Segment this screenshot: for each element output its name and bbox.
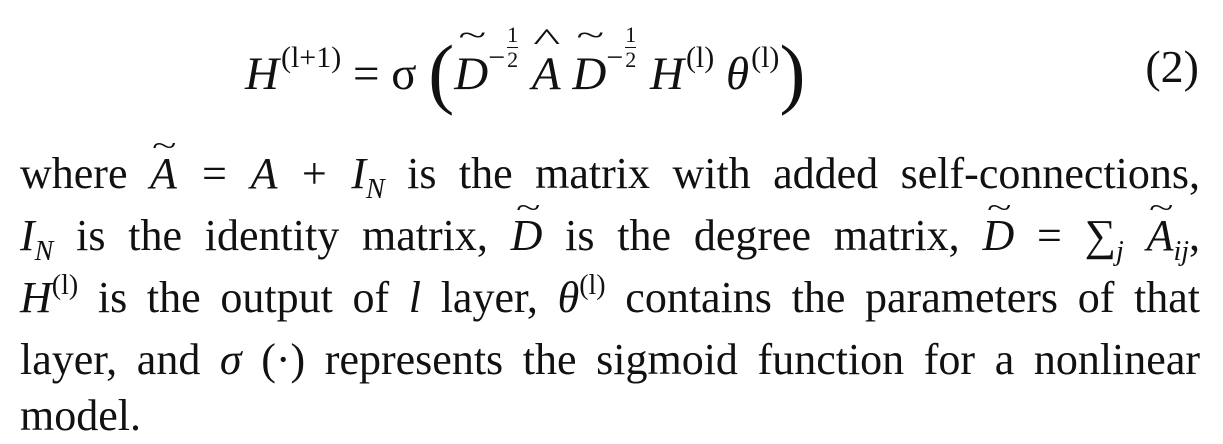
eq-equals-sigma: = σ	[352, 48, 417, 100]
eq-theta-superscript: (l)	[751, 41, 780, 74]
A-tilde-ij: ~ A	[1147, 208, 1174, 264]
eq-lhs-superscript: (l+1)	[280, 41, 342, 74]
eq-open-paren: (	[428, 29, 455, 116]
paragraph-line-1: where ~ $A = A + I_N$ is the matrix with added self-connections,	[20, 146, 1200, 208]
eq-exp-minus-1: −	[488, 41, 506, 74]
sum-symbol: ∑	[1084, 211, 1116, 260]
equation-row	[0, 18, 1223, 128]
explanation-paragraph	[20, 146, 1200, 444]
eq-H-superscript: (l)	[685, 41, 715, 74]
D-tilde-1: ~ D	[511, 208, 543, 264]
paragraph-line-5: model.	[20, 391, 141, 440]
eq-fraction-1: $\frac{1}{2}$	[507, 22, 519, 72]
eq-theta: θ	[726, 48, 750, 100]
paragraph-line-3: $H^{(l)}$ is the output of l layer, $\theta^{(l)}$ contains the parameters of that	[20, 270, 1201, 322]
eq-D-tilde-1: ~ D	[454, 51, 488, 98]
A-tilde: ~ A	[150, 146, 177, 202]
eq-exp-minus-2: −	[606, 41, 624, 74]
paragraph-line-2: $I_N$ is the identity matrix, ~ D is the degree matrix, ~ $D = \sum_j$ ~ $A_{ij}$,	[20, 208, 1200, 270]
gcn-propagation-equation	[245, 22, 806, 116]
eq-A-hat: ^ A	[532, 51, 561, 98]
equation-number: (2)	[1145, 41, 1199, 92]
eq-close-paren: )	[779, 29, 806, 116]
D-tilde-2: ~ D	[982, 208, 1014, 264]
eq-H: H	[649, 48, 684, 100]
paragraph-line-4: layer, and σ (·) represents the sigmoid function for a nonlinear	[20, 335, 1200, 384]
eq-D-tilde-2: ~ D	[572, 51, 606, 98]
eq-lhs-H: H	[245, 48, 279, 100]
eq-fraction-2: $\frac{1}{2}$	[625, 22, 637, 72]
